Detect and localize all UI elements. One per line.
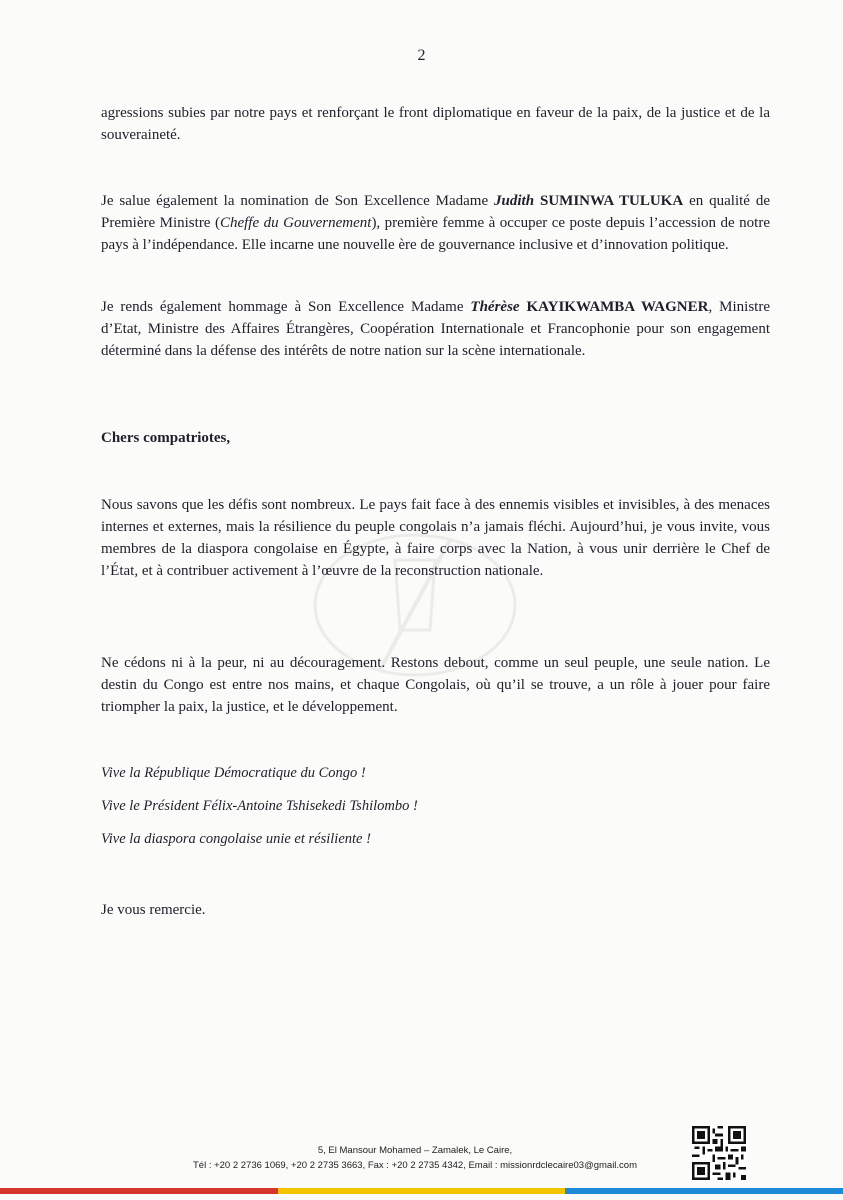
footer-contact: Tél : +20 2 2736 1069, +20 2 2735 3663, Fax : +20 2 2735 4342, Email : missionrdclecaire03@gmail.com: [192, 1160, 637, 1171]
page-number: 2: [417, 47, 426, 64]
paragraph-prime-minister: [101, 190, 770, 256]
flag-band-blue: [565, 1188, 843, 1194]
flag-color-band: [0, 1188, 843, 1194]
pm-after-text: ), première femme à occuper ce poste depuis l’accession de notre pays à l’indépendance. Elle incarne une nouvelle ère de gouvernance inclusive et d’innovation politique.: [101, 215, 770, 253]
flag-band-red: [0, 1188, 278, 1194]
fm-after-text: , Ministre d’Etat, Ministre des Affaires Étrangères, Coopération Internationale et Francophonie pour son engagement déterminé dans la défense des intérêts de notre nation sur la scène internationale.: [101, 299, 770, 359]
pm-middle-text: en qualité de Première Ministre (: [101, 193, 771, 231]
paragraph-foreign-minister: [101, 296, 770, 362]
vive-diaspora: Vive la diaspora congolaise unie et résiliente !: [101, 831, 371, 847]
paragraph-challenges: Nous savons que les défis sont nombreux. Le pays fait face à des ennemis visibles et invisibles, à des menaces internes et externes, mais la résilience du peuple congolais n’a jamais fléchi. Aujourd’hui, je vous invite, vous membres de la diaspora congolaise en Égypte, à faire corps avec la Nation, à vous unir derrière le Chef de l’État, et à contribuer activement à l’œuvre de la reconstruction nationale.: [101, 497, 770, 579]
vive-rdc: Vive la République Démocratique du Congo !: [101, 765, 366, 781]
footer-address: 5, El Mansour Mohamed – Zamalek, Le Caire,: [317, 1145, 513, 1156]
paragraph-courage: Ne cédons ni à la peur, ni au découragement. Restons debout, comme un seul peuple, une seule nation. Le destin du Congo est entre nos mains, et chaque Congolais, où qu’il se trouve, a un rôle à jouer pour faire triompher la paix, la justice, et le développement.: [101, 655, 770, 715]
qr-code: [692, 1126, 746, 1180]
pm-title: Cheffe du Gouvernement: [219, 215, 372, 231]
fm-first-name: Thérèse: [470, 299, 520, 315]
closing-remerciements: Je vous remercie.: [101, 902, 206, 918]
paragraph-diplomatic-front: agressions subies par notre pays et renforçant le front diplomatique en faveur de la paix, de la justice et de la souveraineté.: [101, 105, 770, 143]
vive-president: Vive le Président Félix-Antoine Tshisekedi Tshilombo !: [101, 798, 418, 814]
fm-intro-text: Je rends également hommage à Son Excellence Madame: [101, 299, 471, 315]
flag-band-yellow: [278, 1188, 565, 1194]
pm-last-name: SUMINWA TULUKA: [540, 193, 684, 209]
pm-first-name: Judith: [494, 193, 535, 209]
heading-chers-compatriotes: Chers compatriotes,: [101, 430, 231, 446]
fm-last-name: KAYIKWAMBA WAGNER: [526, 299, 709, 315]
pm-intro-text: Je salue également la nomination de Son Excellence Madame: [101, 193, 495, 209]
